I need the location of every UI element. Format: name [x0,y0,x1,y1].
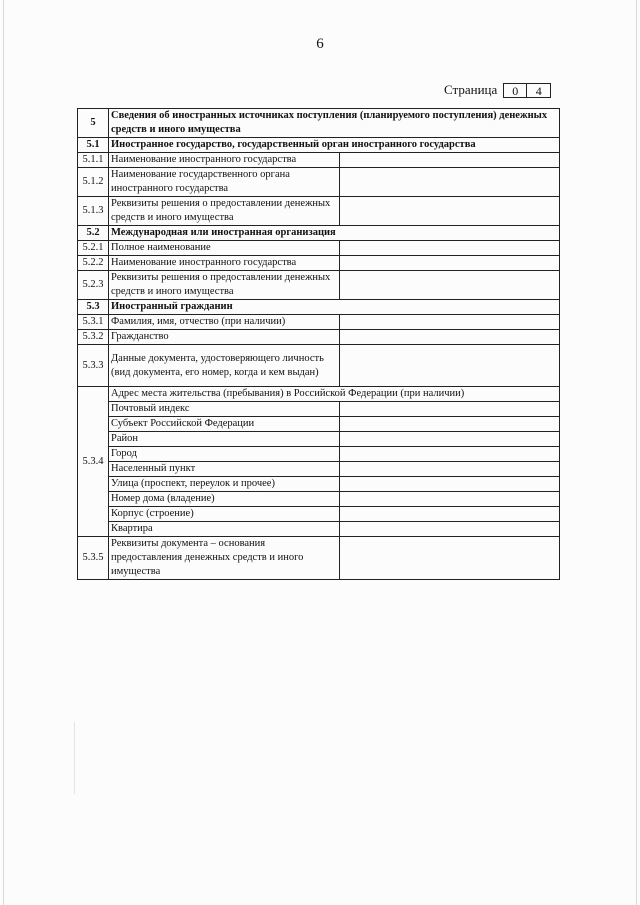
value-field[interactable] [340,522,560,537]
row-label: Гражданство [109,330,340,345]
subsection-title: Иностранное государство, государственный орган иностранного государства [109,138,560,153]
value-field[interactable] [340,492,560,507]
value-field[interactable] [340,432,560,447]
subsection-header-row [78,226,560,241]
value-field[interactable] [340,402,560,417]
subsection-number: 5.2 [78,226,109,241]
subsection-title: Международная или иностранная организация [109,226,560,241]
page-digit-cell[interactable]: 4 [527,83,551,98]
row-label: Наименование иностранного государства [109,153,340,168]
page-digit-cell[interactable]: 0 [503,83,527,98]
row-label: Наименование иностранного государства [109,256,340,271]
section-header-row [78,109,560,138]
table-row [78,345,560,387]
subsection-header-row [78,300,560,315]
row-label: Полное наименование [109,241,340,256]
table-row [78,537,560,580]
section-number: 5 [78,109,109,138]
address-field-label: Населенный пункт [109,462,340,477]
address-row [78,477,560,492]
row-number: 5.1.2 [78,168,109,197]
value-field[interactable] [340,241,560,256]
foreign-sources-table [77,108,560,580]
page-number: 6 [316,36,324,52]
subsection-title: Иностранный гражданин [109,300,560,315]
address-field-label: Номер дома (владение) [109,492,340,507]
address-row [78,492,560,507]
address-field-label: Город [109,447,340,462]
value-field[interactable] [340,271,560,300]
row-number: 5.2.1 [78,241,109,256]
value-field[interactable] [340,417,560,432]
row-number: 5.3.1 [78,315,109,330]
address-row [78,402,560,417]
address-row [78,447,560,462]
table-row [78,256,560,271]
value-field[interactable] [340,197,560,226]
value-field[interactable] [340,330,560,345]
value-field[interactable] [340,315,560,330]
value-field[interactable] [340,447,560,462]
page-edge-right [636,0,637,905]
value-field[interactable] [340,462,560,477]
row-label: Фамилия, имя, отчество (при наличии) [109,315,340,330]
value-field[interactable] [340,507,560,522]
table-row [78,315,560,330]
subsection-number: 5.3 [78,300,109,315]
address-row [78,507,560,522]
row-number: 5.1.1 [78,153,109,168]
row-label: Реквизиты документа – основания предоставления денежных средств и иного имущества [109,537,340,580]
row-number: 5.3.3 [78,345,109,387]
row-label: Наименование государственного органа иностранного государства [109,168,340,197]
value-field[interactable] [340,168,560,197]
address-field-label: Почтовый индекс [109,402,340,417]
address-field-label: Корпус (строение) [109,507,340,522]
value-field[interactable] [340,345,560,387]
value-field[interactable] [340,477,560,492]
table-row [78,168,560,197]
row-label: Реквизиты решения о предоставлении денежных средств и иного имущества [109,197,340,226]
address-row [78,522,560,537]
subsection-header-row [78,138,560,153]
page-indicator [444,82,551,98]
table-row [78,330,560,345]
row-number: 5.3.2 [78,330,109,345]
address-field-label: Район [109,432,340,447]
table-row [78,241,560,256]
address-field-label: Субъект Российской Федерации [109,417,340,432]
row-number: 5.3.4 [78,387,109,537]
address-field-label: Улица (проспект, переулок и прочее) [109,477,340,492]
row-label: Данные документа, удостоверяющего личность (вид документа, его номер, когда и кем выдан) [109,345,340,387]
section-title: Сведения об иностранных источниках поступления (планируемого поступления) денежных средств и иного имущества [109,109,560,138]
address-header-row [78,387,560,402]
row-label: Реквизиты решения о предоставлении денежных средств и иного имущества [109,271,340,300]
value-field[interactable] [340,153,560,168]
table-row [78,153,560,168]
address-row [78,417,560,432]
subsection-number: 5.1 [78,138,109,153]
table-row [78,271,560,300]
address-row [78,432,560,447]
value-field[interactable] [340,537,560,580]
value-field[interactable] [340,256,560,271]
page-edge-left [3,0,4,905]
address-field-label: Квартира [109,522,340,537]
page-label: Страница [444,82,498,97]
address-row [78,462,560,477]
scan-artifact-line [74,722,75,794]
address-title: Адрес места жительства (пребывания) в Российской Федерации (при наличии) [109,387,560,402]
row-number: 5.3.5 [78,537,109,580]
row-number: 5.2.2 [78,256,109,271]
row-number: 5.2.3 [78,271,109,300]
row-number: 5.1.3 [78,197,109,226]
table-row [78,197,560,226]
